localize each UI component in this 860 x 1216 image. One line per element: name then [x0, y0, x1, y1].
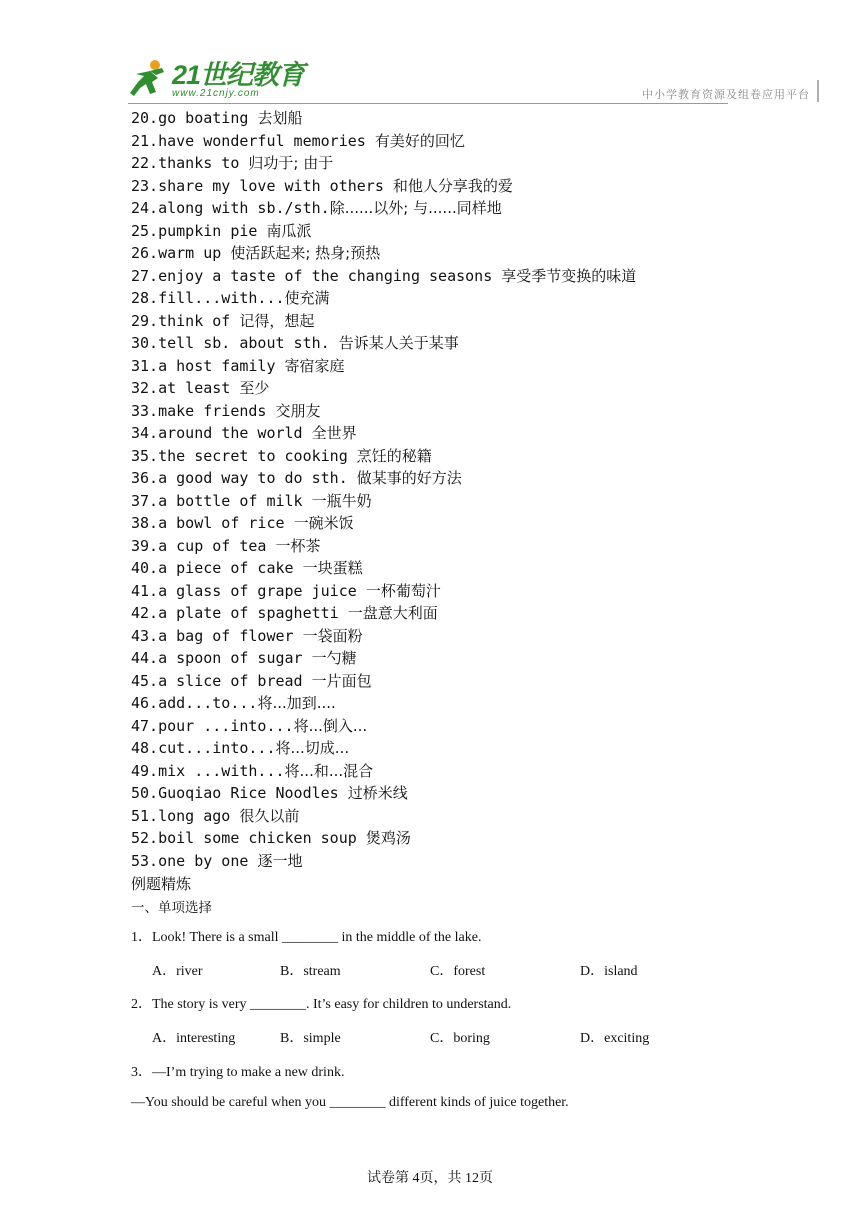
- phrase-english: 31.a host family: [131, 356, 285, 375]
- phrase-chinese: 去划船: [257, 109, 303, 127]
- phrase-item: [131, 715, 636, 738]
- phrase-chinese: 南瓜派: [266, 221, 312, 240]
- phrase-chinese: 将...倒入...: [293, 716, 368, 735]
- phrase-item: [131, 175, 636, 198]
- phrase-item: [131, 107, 636, 130]
- phrase-chinese: 记得，想起: [239, 311, 315, 330]
- phrase-chinese: 一碗米饭: [293, 514, 354, 532]
- site-logo: [128, 58, 308, 102]
- phrase-english: 44.a spoon of sugar: [131, 649, 312, 667]
- phrase-chinese: 一杯葡萄汁: [365, 581, 441, 600]
- phrase-english: 45.a slice of bread: [131, 671, 312, 690]
- phrase-english: 41.a glass of grape juice: [131, 581, 366, 600]
- phrase-english: 40.a piece of cake: [131, 559, 303, 577]
- header-mark: [817, 80, 819, 102]
- phrase-item: [131, 490, 636, 513]
- phrase-chinese: 很久以前: [239, 806, 300, 825]
- phrase-item: [131, 265, 636, 288]
- phrase-item: [131, 512, 636, 535]
- phrase-chinese: 一盘意大利面: [347, 604, 438, 622]
- phrase-item: [131, 580, 636, 603]
- phrase-english: 50.Guoqiao Rice Noodles: [131, 784, 348, 802]
- phrase-english: 32.at least: [131, 379, 240, 397]
- phrase-item: [131, 332, 636, 355]
- phrase-english: 37.a bottle of milk: [131, 491, 312, 510]
- phrase-chinese: 寄宿家庭: [284, 356, 345, 375]
- phrase-chinese: 和他人分享我的爱: [392, 176, 513, 195]
- phrase-english: 48.cut...into...: [131, 739, 276, 757]
- option-a: A．river: [152, 964, 203, 979]
- page-footer: 试卷第 4页，共 12页: [367, 1171, 493, 1186]
- phrase-item: [131, 647, 636, 670]
- phrase-chinese: 除......以外; 与......同样地: [329, 199, 502, 217]
- phrase-english: 28.fill...with...: [131, 289, 285, 307]
- option-b: B．simple: [280, 1031, 341, 1046]
- phrase-item: [131, 625, 636, 648]
- phrase-item: [131, 557, 636, 580]
- phrase-chinese: 一勺糖: [311, 649, 357, 667]
- phrase-item: [131, 445, 636, 468]
- phrase-item: [131, 602, 636, 625]
- phrase-english: 43.a bag of flower: [131, 626, 303, 645]
- phrase-english: 47.pour ...into...: [131, 716, 294, 735]
- phrase-english: 29.think of: [131, 311, 240, 330]
- phrase-chinese: 全世界: [311, 424, 357, 442]
- phrase-item: [131, 377, 636, 400]
- phrase-english: 30.tell sb. about sth.: [131, 334, 339, 352]
- phrase-english: 35.the secret to cooking: [131, 446, 357, 465]
- phrase-item: [131, 310, 636, 333]
- phrase-item: [131, 737, 636, 760]
- phrase-english: 26.warm up: [131, 244, 231, 262]
- phrase-chinese: 交朋友: [275, 401, 321, 420]
- phrase-english: 20.go boating: [131, 109, 258, 127]
- phrase-item: [131, 827, 636, 850]
- header-divider: [128, 103, 728, 104]
- platform-tagline: 中小学教育资源及组卷应用平台: [642, 88, 810, 101]
- page-header: [0, 0, 860, 110]
- section-subtitle: 一、单项选择: [131, 900, 212, 916]
- phrase-item: [131, 197, 636, 220]
- phrase-chinese: 逐一地: [257, 851, 303, 870]
- phrase-item: [131, 782, 636, 805]
- option-a: A．interesting: [152, 1031, 236, 1046]
- question-3: 3．—I’m trying to make a new drink.: [131, 1065, 345, 1080]
- phrase-english: 36.a good way to do sth.: [131, 469, 357, 487]
- logo-url: www.21cnjy.com: [172, 88, 260, 99]
- runner-logo-icon: [128, 58, 170, 100]
- phrase-english: 33.make friends: [131, 401, 276, 420]
- phrase-item: [131, 422, 636, 445]
- phrase-english: 24.along with sb./sth.: [131, 199, 330, 217]
- phrase-chinese: 过桥米线: [347, 784, 408, 802]
- phrase-item: [131, 692, 636, 715]
- phrase-english: 27.enjoy a taste of the changing seasons: [131, 266, 502, 285]
- phrase-english: 52.boil some chicken soup: [131, 829, 366, 847]
- phrase-chinese: 享受季节变换的味道: [501, 266, 637, 285]
- phrase-chinese: 将...加到....: [257, 694, 336, 712]
- phrase-chinese: 一杯茶: [275, 536, 321, 555]
- phrase-english: 42.a plate of spaghetti: [131, 604, 348, 622]
- phrase-english: 25.pumpkin pie: [131, 221, 267, 240]
- phrase-item: [131, 242, 636, 265]
- phrase-english: 39.a cup of tea: [131, 536, 276, 555]
- question-1: 1．Look! There is a small ________ in the middle of the lake.: [131, 930, 482, 945]
- phrase-item: [131, 805, 636, 828]
- phrase-item: [131, 760, 636, 783]
- phrase-chinese: 将...切成...: [275, 739, 350, 757]
- section-title: 例题精炼: [131, 875, 192, 893]
- phrase-chinese: 一袋面粉: [302, 626, 363, 645]
- phrase-chinese: 至少: [239, 379, 270, 397]
- phrase-item: [131, 467, 636, 490]
- phrase-list: [131, 107, 636, 872]
- phrase-chinese: 烹饪的秘籍: [356, 446, 432, 465]
- option-c: C．boring: [430, 1031, 490, 1046]
- phrase-chinese: 一片面包: [311, 671, 372, 690]
- phrase-item: [131, 535, 636, 558]
- phrase-item: [131, 152, 636, 175]
- phrase-english: 22.thanks to: [131, 154, 249, 172]
- phrase-chinese: 告诉某人关于某事: [338, 334, 459, 352]
- option-b: B．stream: [280, 964, 341, 979]
- phrase-item: [131, 670, 636, 693]
- phrase-english: 46.add...to...: [131, 694, 258, 712]
- phrase-item: [131, 355, 636, 378]
- phrase-chinese: 一块蛋糕: [302, 559, 363, 577]
- phrase-english: 53.one by one: [131, 851, 258, 870]
- phrase-chinese: 使充满: [284, 289, 330, 307]
- option-d: D．exciting: [580, 1031, 650, 1046]
- phrase-chinese: 煲鸡汤: [365, 829, 411, 847]
- phrase-english: 23.share my love with others: [131, 176, 393, 195]
- phrase-item: [131, 287, 636, 310]
- phrase-chinese: 有美好的回忆: [374, 131, 465, 150]
- logo-text: 21世纪教育: [172, 60, 305, 90]
- phrase-chinese: 归功于; 由于: [248, 154, 334, 172]
- phrase-english: 51.long ago: [131, 806, 240, 825]
- question-3-line-2: —You should be careful when you ________ different kinds of juice together.: [131, 1095, 569, 1110]
- question-2: 2．The story is very ________. It’s easy for children to understand.: [131, 997, 512, 1012]
- option-d: D．island: [580, 964, 638, 979]
- phrase-item: [131, 850, 636, 873]
- phrase-english: 21.have wonderful memories: [131, 131, 375, 150]
- phrase-chinese: 使活跃起来; 热身;预热: [230, 244, 381, 262]
- phrase-chinese: 将...和...混合: [284, 761, 374, 780]
- option-c: C．forest: [430, 964, 486, 979]
- phrase-item: [131, 400, 636, 423]
- phrase-item: [131, 220, 636, 243]
- phrase-chinese: 一瓶牛奶: [311, 491, 372, 510]
- phrase-english: 34.around the world: [131, 424, 312, 442]
- phrase-chinese: 做某事的好方法: [356, 469, 462, 487]
- phrase-english: 49.mix ...with...: [131, 761, 285, 780]
- phrase-english: 38.a bowl of rice: [131, 514, 294, 532]
- phrase-item: [131, 130, 636, 153]
